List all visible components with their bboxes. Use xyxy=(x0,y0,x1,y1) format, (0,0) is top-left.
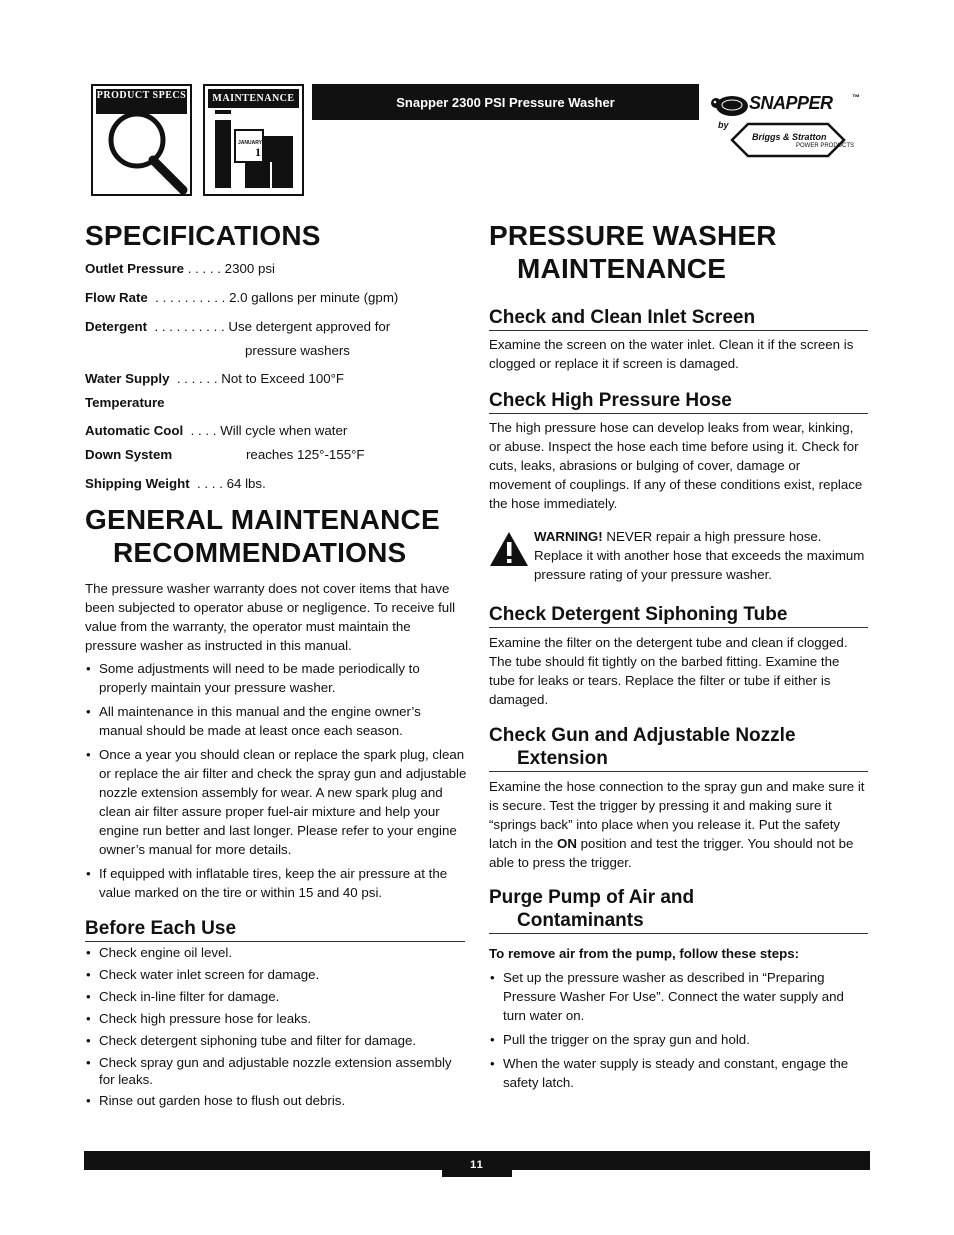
list-item: • Check spray gun and adjustable nozzle extension assembly for leaks. xyxy=(85,1054,465,1088)
spec-row-flow-rate: Flow Rate . . . . . . . . . . 2.0 gallons per minute (gpm) xyxy=(85,290,399,305)
spec-row-water-supply: Water Supply . . . . . . Not to Exceed 100°F xyxy=(85,371,345,386)
detergent-tube-heading: Check Detergent Siphoning Tube xyxy=(489,603,868,628)
purge-pump-subheading: To remove air from the pump, follow these steps: xyxy=(489,946,800,961)
logo-tm: ™ xyxy=(852,93,860,102)
spec-row-detergent-cont: pressure washers xyxy=(245,343,350,358)
spec-row-auto-cool-label2: Down System xyxy=(85,447,173,462)
high-pressure-hose-text: The high pressure hose can develop leaks from wear, kinking, or abuse. Inspect the hose each time before using it. Check for cuts, leaks, abrasions or bulging of cover, damage or movement of couplings. If any of these conditions exist, replace the hose immediately. xyxy=(489,420,863,511)
product-specs-icon-label: PRODUCT SPECS xyxy=(96,89,187,114)
purge-pump-heading: Purge Pump of Air and Contaminants xyxy=(489,886,868,934)
list-item: • All maintenance in this manual and the engine owner’s manual should be made at least once each season. xyxy=(85,702,467,740)
gun-nozzle-heading: Check Gun and Adjustable Nozzle Extension xyxy=(489,724,868,772)
list-item: • Check water inlet screen for damage. xyxy=(85,966,465,984)
list-item: • Rinse out garden hose to flush out debris. xyxy=(85,1092,465,1110)
before-use-bullets xyxy=(85,944,465,1114)
list-item: • When the water supply is steady and constant, engage the safety latch. xyxy=(489,1054,861,1092)
detergent-tube-text: Examine the filter on the detergent tube and clean if clogged. The tube should fit tightly on the barbed fitting. Examine the tube for leaks or tears. Replace the filter or tube if either is damaged. xyxy=(489,635,848,707)
list-item: • Check in-line filter for damage. xyxy=(85,988,465,1006)
warning-text: WARNING! NEVER repair a high pressure hose. Replace it with another hose that exceeds the maximum pressure rating of your pressure washer. xyxy=(534,529,865,582)
list-item: • Check detergent siphoning tube and filter for damage. xyxy=(85,1032,465,1050)
maintenance-icon-label: MAINTENANCE xyxy=(208,89,299,108)
list-item: • Set up the pressure washer as described in “Preparing Pressure Washer For Use”. Connect the water supply and turn water on. xyxy=(489,968,861,1025)
specifications-heading: SPECIFICATIONS xyxy=(85,220,321,251)
spec-row-shipping-weight: Shipping Weight . . . . 64 lbs. xyxy=(85,476,266,491)
list-item: • Some adjustments will need to be made periodically to properly maintain your pressure washer. xyxy=(85,659,467,697)
general-bullets xyxy=(85,659,467,907)
list-item: • If equipped with inflatable tires, keep the air pressure at the value marked on the tire or within 15 and 40 psi. xyxy=(85,864,467,902)
calendar-day: 1 xyxy=(255,145,261,159)
calendar-label: JANUARY xyxy=(238,140,262,146)
logo-company: Briggs & Stratton xyxy=(752,132,827,142)
logo-by: by xyxy=(718,120,729,130)
spec-row-outlet-pressure: Outlet Pressure . . . . . 2300 psi xyxy=(85,261,275,276)
pressure-washer-maintenance-heading: PRESSURE WASHER MAINTENANCE xyxy=(489,220,777,284)
spec-row-detergent: Detergent . . . . . . . . . . Use detergent approved for xyxy=(85,319,391,334)
high-pressure-hose-heading: Check High Pressure Hose xyxy=(489,389,868,414)
product-specs-icon xyxy=(91,84,192,196)
logo-sub: POWER PRODUCTS xyxy=(796,143,855,149)
before-each-use-heading: Before Each Use xyxy=(85,917,465,942)
gun-nozzle-text: Examine the hose connection to the spray gun and make sure it is secure. Test the trigger by pressing it and making sure it “springs back” into place when you release it. Put the safety latch in the ON position and test the trigger. You should not be able to press the trigger. xyxy=(489,779,865,870)
list-item: • Once a year you should clean or replace the spark plug, clean or replace the air filter and check the spray gun and adjustable nozzle extension assembly for wear. A new spark plug and clean air filter assure proper fuel-air mixture and help your engine run better and last longer. Please refer to your engine owner’s manual for more details. xyxy=(85,745,467,859)
turtle-logo-icon xyxy=(710,94,750,118)
general-maintenance-heading: GENERAL MAINTENANCE RECOMMENDATIONS xyxy=(85,504,440,568)
warning-triangle-icon xyxy=(488,530,530,568)
list-item: • Check engine oil level. xyxy=(85,944,465,962)
list-item: • Pull the trigger on the spray gun and hold. xyxy=(489,1030,861,1049)
warning-label: WARNING! xyxy=(534,529,603,544)
list-item: • Check high pressure hose for leaks. xyxy=(85,1010,465,1028)
purge-pump-bullets xyxy=(489,968,861,1097)
logo-brand: SNAPPER xyxy=(749,93,833,113)
spec-row-auto-cool-value2: reaches 125°-155°F xyxy=(246,447,365,462)
general-intro: The pressure washer warranty does not cover items that have been subjected to operator abuse or negligence. To receive full value from the warranty, the operator must maintain the pressure washer as instructed in this manual. xyxy=(85,581,456,653)
inlet-screen-text: Examine the screen on the water inlet. Clean it if the screen is clogged or replace it if screen is damaged. xyxy=(489,337,854,371)
maintenance-icon xyxy=(203,84,304,196)
page-number: 11 xyxy=(442,1151,512,1177)
title-bar: Snapper 2300 PSI Pressure Washer xyxy=(312,84,699,120)
spec-row-auto-cool: Automatic Cool . . . . Will cycle when water xyxy=(85,423,348,438)
inlet-screen-heading: Check and Clean Inlet Screen xyxy=(489,306,868,331)
magnifier-icon xyxy=(93,86,190,194)
spec-row-water-supply-label2: Temperature xyxy=(85,395,165,410)
